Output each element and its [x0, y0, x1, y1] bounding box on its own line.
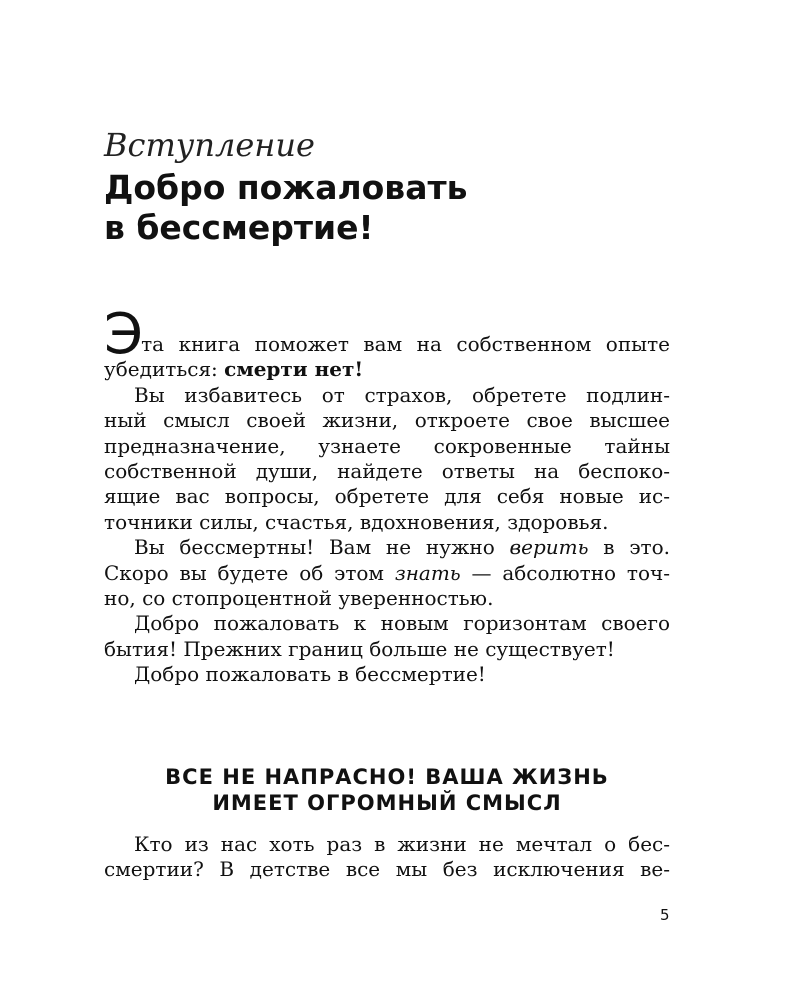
chapter-title — [104, 168, 467, 248]
emphasis-bold: смерти нет! — [224, 357, 364, 382]
text-line: бытия! Прежних границ больше не существует! — [104, 636, 615, 661]
chapter-title-line: в бессмертие! — [104, 208, 374, 247]
text-line: Вы избавитесь от страхов, обретете подлин- — [134, 382, 670, 407]
text-line: предназначение, узнаете сокровенные тайны — [104, 433, 670, 458]
section-heading-line: ИМЕЕТ ОГРОМНЫЙ СМЫСЛ — [212, 791, 562, 815]
intro-text — [104, 302, 671, 688]
section-heading — [104, 764, 670, 816]
text-line: смертии? В детстве все мы без исключения ве- — [104, 857, 670, 882]
emphasis-italic: верить — [509, 535, 589, 560]
emphasis-italic: знать — [394, 560, 461, 585]
text-line: Кто из нас хоть раз в жизни не мечтал о бес- — [134, 832, 670, 856]
page-number: 5 — [660, 906, 670, 924]
text-line: Скоро вы будете об этом знать — абсолютно точ- — [104, 560, 670, 585]
section-heading-line: ВСЕ НЕ НАПРАСНО! ВАША ЖИЗНЬ — [165, 765, 609, 789]
text-line: но, со стопроцентной уверенностью. — [104, 586, 494, 611]
drop-cap: Э — [104, 302, 142, 367]
text-line: убедиться: смерти нет! — [104, 357, 364, 382]
text-line: точники силы, счастья, вдохновения, здоровья. — [104, 509, 609, 534]
chapter-title-line: Добро пожаловать — [104, 168, 468, 207]
text-line: Добро пожаловать к новым горизонтам своего — [134, 611, 670, 636]
text-line: ный смысл своей жизни, откроете свое высшее — [104, 408, 670, 433]
chapter-label: Вступление — [104, 126, 315, 164]
section-text — [104, 832, 670, 883]
text-line: Добро пожаловать в бессмертие! — [134, 662, 486, 687]
text-line: Вы бессмертны! Вам не нужно верить в это. — [134, 535, 671, 560]
text-line: Эта книга поможет вам на собственном опыте — [104, 302, 670, 367]
text-line: ящие вас вопросы, обретете для себя новые ис- — [104, 484, 670, 509]
text-line: собственной души, найдете ответы на беспоко- — [104, 459, 670, 484]
